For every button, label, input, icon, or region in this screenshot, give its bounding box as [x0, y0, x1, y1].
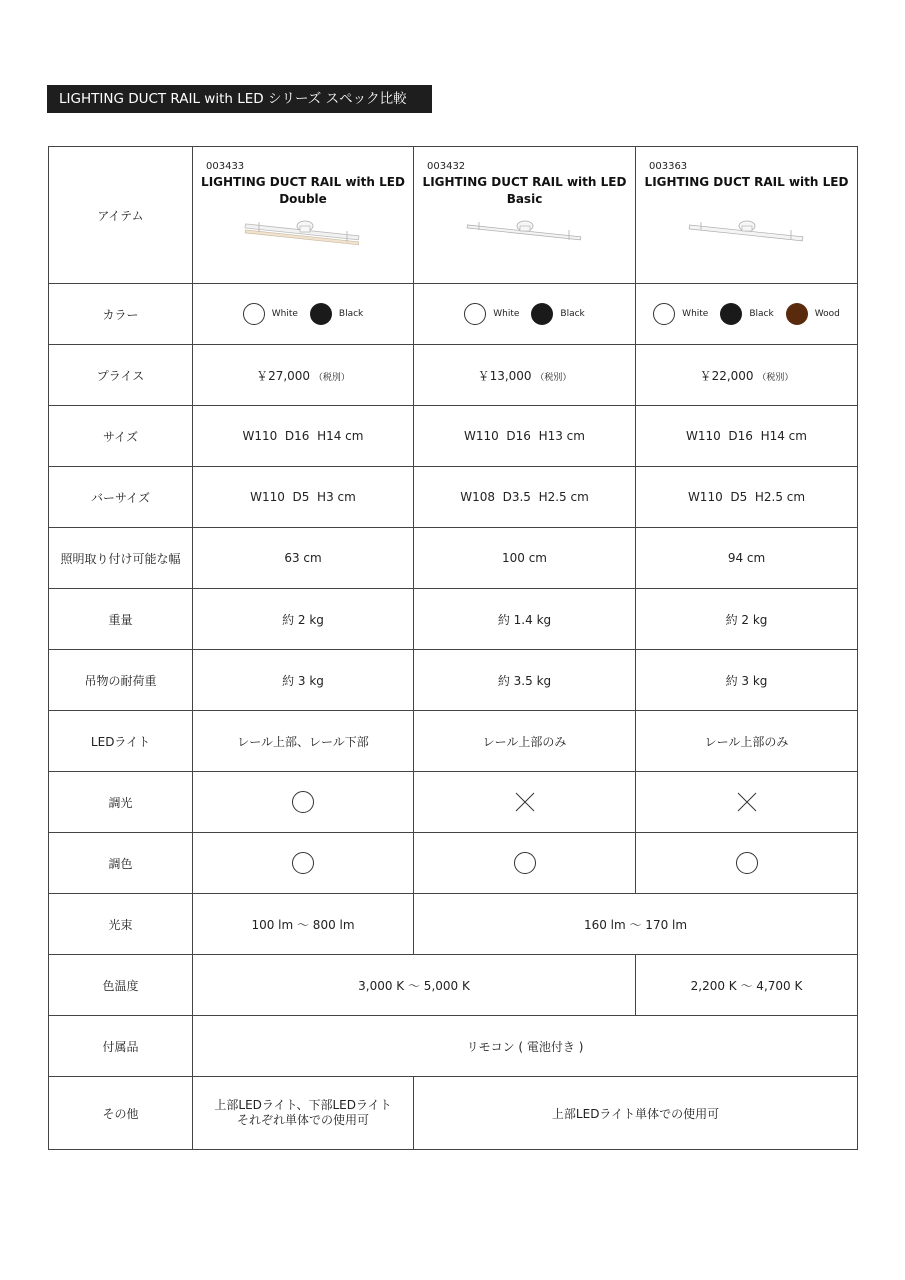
color-temp-cell: 3,000 K 〜 5,000 K [193, 955, 636, 1016]
product-cell-standard [636, 147, 858, 284]
product-name-line1: LIGHTING DUCT RAIL with LED [644, 175, 849, 189]
product-code: 003363 [649, 161, 688, 172]
row-dimming [49, 772, 858, 833]
product-cell-basic [414, 147, 636, 284]
cross-mark-icon [737, 792, 757, 812]
width-cell: 63 cm [193, 528, 414, 589]
color-temp-cell: 2,200 K 〜 4,700 K [636, 955, 858, 1016]
circle-mark-icon [736, 852, 758, 874]
label-weight: 重量 [49, 589, 193, 650]
product-code: 003432 [427, 161, 466, 172]
page-title: LIGHTING DUCT RAIL with LED シリーズ スペック比較 [47, 85, 432, 113]
product-name [193, 174, 413, 208]
weight-cell: 約 1.4 kg [414, 589, 636, 650]
price-value: ￥22,000 [699, 368, 754, 383]
spec-comparison-table [48, 146, 858, 1150]
color-cell [636, 284, 858, 345]
white-swatch [243, 303, 265, 325]
row-color-temp [49, 955, 858, 1016]
black-swatch [720, 303, 742, 325]
product-name [636, 174, 857, 208]
tax-note: （税別） [757, 372, 794, 383]
price-cell [414, 345, 636, 406]
product-image-basic [465, 218, 585, 248]
color-cell [414, 284, 636, 345]
color-cell [193, 284, 414, 345]
row-load [49, 650, 858, 711]
led-cell: レール上部、レール下部 [193, 711, 414, 772]
swatch-label: Black [560, 309, 585, 319]
bar-size-cell: W110 D5 H3 cm [193, 467, 414, 528]
row-color [49, 284, 858, 345]
product-name-line2: Basic [506, 192, 543, 206]
accessory-cell: リモコン ( 電池付き ) [193, 1016, 858, 1077]
row-width [49, 528, 858, 589]
other-line2: それぞれ単体での使用可 [236, 1113, 369, 1127]
row-led [49, 711, 858, 772]
size-cell: W110 D16 H13 cm [414, 406, 636, 467]
product-name-line2: Double [279, 192, 327, 206]
cross-mark-icon [515, 792, 535, 812]
flux-cell: 100 lm 〜 800 lm [193, 894, 414, 955]
row-toning [49, 833, 858, 894]
label-color-temp: 色温度 [49, 955, 193, 1016]
circle-mark-icon [292, 852, 314, 874]
label-bar-size: バーサイズ [49, 467, 193, 528]
load-cell: 約 3 kg [193, 650, 414, 711]
flux-cell: 160 lm 〜 170 lm [414, 894, 858, 955]
swatch-label: Black [749, 309, 774, 319]
label-width: 照明取り付け可能な幅 [49, 528, 193, 589]
other-cell: 上部LEDライト単体での使用可 [414, 1077, 858, 1150]
price-value: ￥13,000 [477, 368, 532, 383]
size-cell: W110 D16 H14 cm [636, 406, 858, 467]
product-name [414, 174, 635, 208]
width-cell: 94 cm [636, 528, 858, 589]
bar-size-cell: W110 D5 H2.5 cm [636, 467, 858, 528]
white-swatch [653, 303, 675, 325]
label-price: プライス [49, 345, 193, 406]
row-size [49, 406, 858, 467]
product-code: 003433 [206, 161, 245, 172]
label-toning: 調色 [49, 833, 193, 894]
label-color: カラー [49, 284, 193, 345]
led-cell: レール上部のみ [636, 711, 858, 772]
label-size: サイズ [49, 406, 193, 467]
swatch-label: White [682, 309, 709, 319]
toning-cell [636, 833, 858, 894]
label-item: アイテム [49, 147, 193, 284]
product-name-line1: LIGHTING DUCT RAIL with LED [201, 175, 405, 189]
load-cell: 約 3 kg [636, 650, 858, 711]
dimming-cell [414, 772, 636, 833]
black-swatch [310, 303, 332, 325]
tax-note: （税別） [535, 372, 572, 383]
swatch-label: Wood [814, 309, 840, 319]
label-led: LEDライト [49, 711, 193, 772]
product-name-line2 [636, 191, 857, 208]
label-dimming: 調光 [49, 772, 193, 833]
row-weight [49, 589, 858, 650]
price-cell [636, 345, 858, 406]
toning-cell [414, 833, 636, 894]
swatch-label: Black [338, 309, 364, 319]
wood-swatch [786, 303, 808, 325]
dimming-cell [636, 772, 858, 833]
bar-size-cell: W108 D3.5 H2.5 cm [414, 467, 636, 528]
width-cell: 100 cm [414, 528, 636, 589]
label-accessory: 付属品 [49, 1016, 193, 1077]
circle-mark-icon [292, 791, 314, 813]
black-swatch [531, 303, 553, 325]
row-accessory [49, 1016, 858, 1077]
row-bar-size [49, 467, 858, 528]
label-load: 吊物の耐荷重 [49, 650, 193, 711]
label-other: その他 [49, 1077, 193, 1150]
toning-cell [193, 833, 414, 894]
circle-mark-icon [514, 852, 536, 874]
label-flux: 光束 [49, 894, 193, 955]
weight-cell: 約 2 kg [636, 589, 858, 650]
weight-cell: 約 2 kg [193, 589, 414, 650]
product-image-standard [687, 218, 807, 248]
swatch-label: White [493, 309, 520, 319]
size-cell: W110 D16 H14 cm [193, 406, 414, 467]
white-swatch [464, 303, 486, 325]
row-price [49, 345, 858, 406]
led-cell: レール上部のみ [414, 711, 636, 772]
product-cell-double [193, 147, 414, 284]
tax-note: （税別） [313, 372, 350, 383]
other-line1: 上部LEDライト、下部LEDライト [214, 1098, 392, 1112]
price-value: ￥27,000 [256, 368, 311, 383]
dimming-cell [193, 772, 414, 833]
price-cell [193, 345, 414, 406]
swatch-label: White [271, 309, 298, 319]
product-image-double [243, 218, 363, 252]
row-flux [49, 894, 858, 955]
load-cell: 約 3.5 kg [414, 650, 636, 711]
product-name-line1: LIGHTING DUCT RAIL with LED [422, 175, 627, 189]
other-cell [193, 1077, 414, 1150]
row-item [49, 147, 858, 284]
row-other [49, 1077, 858, 1150]
